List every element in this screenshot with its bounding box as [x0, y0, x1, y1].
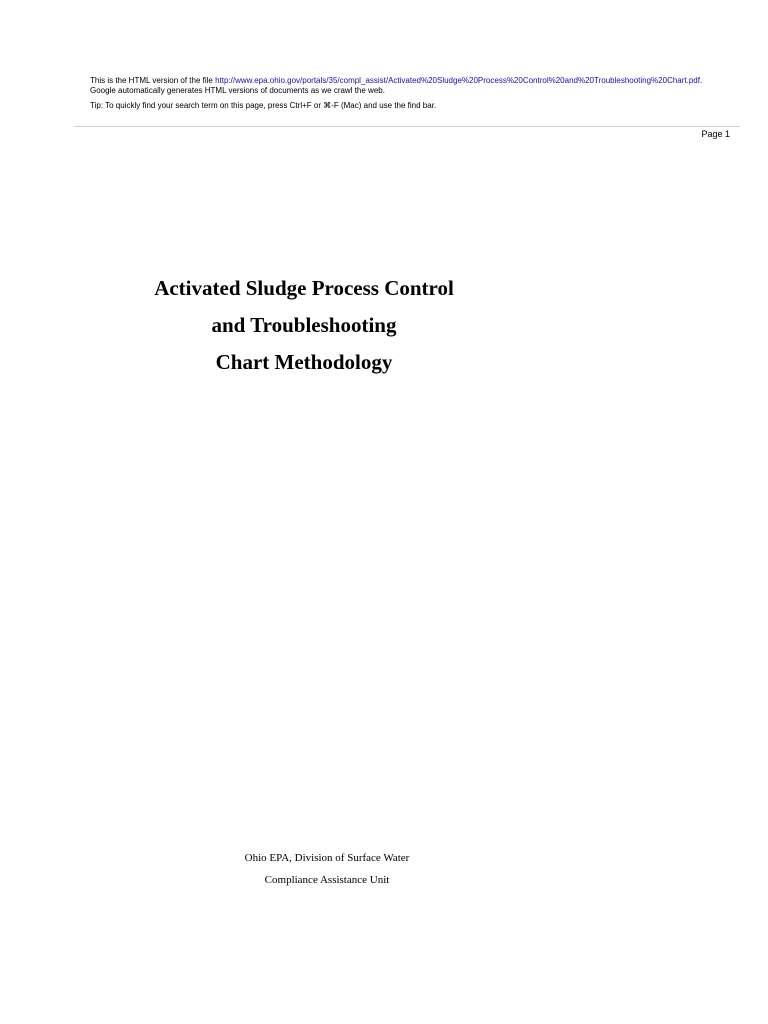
- find-tip: Tip: To quickly find your search term on this page, press Ctrl+F or ⌘-F (Mac) and use the find bar.: [90, 101, 437, 110]
- title-line-3: Chart Methodology: [215, 350, 393, 374]
- author-unit: Compliance Assistance Unit: [264, 874, 390, 886]
- cache-notice-suffix: . Google automatically generates HTML versions of documents as we crawl the web.: [90, 76, 703, 95]
- cache-notice-prefix: This is the HTML version of the file: [90, 76, 216, 85]
- cache-notice: [90, 76, 730, 111]
- author-organization: Ohio EPA, Division of Surface Water: [244, 852, 410, 864]
- title-line-2: and Troubleshooting: [211, 313, 397, 337]
- cache-notice-text: [90, 76, 730, 96]
- page-number-label: Page 1: [701, 129, 730, 139]
- title-line-1: Activated Sludge Process Control: [154, 276, 454, 300]
- author-block: [227, 847, 427, 891]
- header-divider: [74, 126, 740, 127]
- document-title: [74, 270, 534, 381]
- source-file-link[interactable]: http://www.epa.ohio.gov/portals/35/compl_assist/Activated%20Sludge%20Process%20Control%20and%20Troubleshooting%20Chart.pdf: [215, 76, 700, 85]
